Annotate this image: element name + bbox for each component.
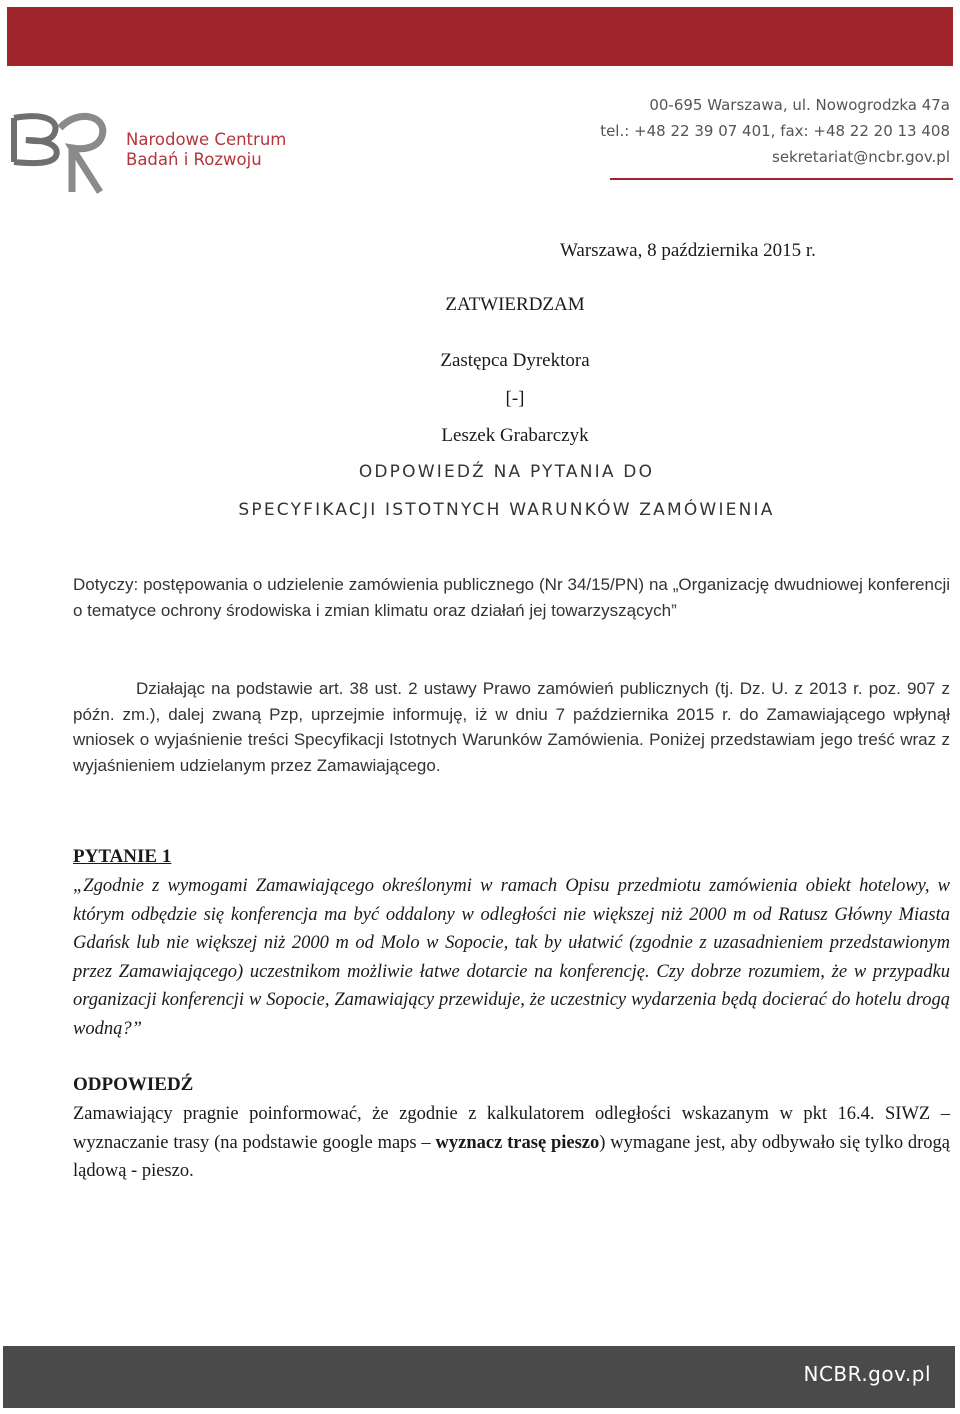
contact-block [600,92,950,170]
document-title-line-1: ODPOWIEDŹ NA PYTANIA DO [358,462,655,482]
contact-divider [610,178,953,180]
answer-text-bold: wyznacz trasę pieszo [435,1132,600,1153]
subject-paragraph: Dotyczy: postępowania o udzielenie zamówienia publicznego (Nr 34/15/PN) na „Organizację dwudniowej konferencji o tematyce ochrony środowiska i zmian klimatu oraz działań jej towarzyszących” [73,575,950,620]
approval-name: Leszek Grabarczyk [441,425,589,446]
question-text: „Zgodnie z wymogami Zamawiającego określonymi w ramach Opisu przedmiotu zamówienia obiekt hotelowy, w którym odbędzie się konferencja ma być oddalony w odległości nie większej niż 2000 m od Ratusz Główny Miasta Gdańsk lub nie większej niż 2000 m od Molo w Sopocie, tak by ułatwić (zgodnie z uzasadnieniem przedstawionym przez Zamawiającego) uczestnikom możliwie łatwe dotarcie na konferencję. Czy dobrze rozumiem, że w przypadku organizacji konferencji w Sopocie, Zamawiający przewiduje, że uczestnicy wydarzenia będą docierać do hotelu drogą wodną?” [73,876,950,1039]
answer-text [73,1100,950,1186]
document-date: Warszawa, 8 października 2015 r. [560,240,816,261]
logo-line-1: Narodowe Centrum [126,130,287,149]
document-title-line-2: SPECYFIKACJI ISTOTNYCH WARUNKÓW ZAMÓWIENIA [238,500,775,520]
contact-phone: tel.: +48 22 39 07 401, fax: +48 22 20 13 408 [600,122,950,140]
logo-text [126,130,286,170]
contact-address: 00-695 Warszawa, ul. Nowogrodzka 47a [649,96,950,114]
answer-heading: ODPOWIEDŹ [73,1074,194,1095]
top-banner [7,7,953,66]
approval-role: Zastępca Dyrektora [440,350,590,371]
logo-line-2: Badań i Rozwoju [126,150,262,169]
intro-paragraph [73,676,950,778]
approval-label: ZATWIERDZAM [445,294,585,315]
footer-site-link[interactable]: NCBR.gov.pl [803,1362,931,1386]
approval-signature: [-] [505,388,525,409]
answer-text-before: Zamawiający pragnie poinformować, że zgodnie z kalkulatorem odległości wskazanym w pkt 16.4. SIWZ – wyznaczanie trasy (na podstawie google maps – [73,1104,950,1153]
intro-text: Działając na podstawie art. 38 ust. 2 ustawy Prawo zamówień publicznych (tj. Dz. U. z 2013 r. poz. 907 z późn. zm.), dalej zwaną Pzp, uprzejmie informuję, iż w dniu 7 października 2015 r. do Zamawiającego wpłynął wniosek o wyjaśnienie treści Specyfikacji Istotnych Warunków Zamówienia. Poniżej przedstawiam jego treść wraz z wyjaśnieniem udzielanym przez Zamawiającego. [73,679,950,775]
question-heading: PYTANIE 1 [73,846,172,867]
ncbr-logo [8,100,308,200]
contact-email: sekretariat@ncbr.gov.pl [772,148,950,166]
ncbr-logo-mark [8,100,123,200]
answer-text-after: ) wymagane jest, aby odbywało się tylko drogą lądową - pieszo. [73,1132,951,1181]
footer-bar [3,1346,955,1408]
